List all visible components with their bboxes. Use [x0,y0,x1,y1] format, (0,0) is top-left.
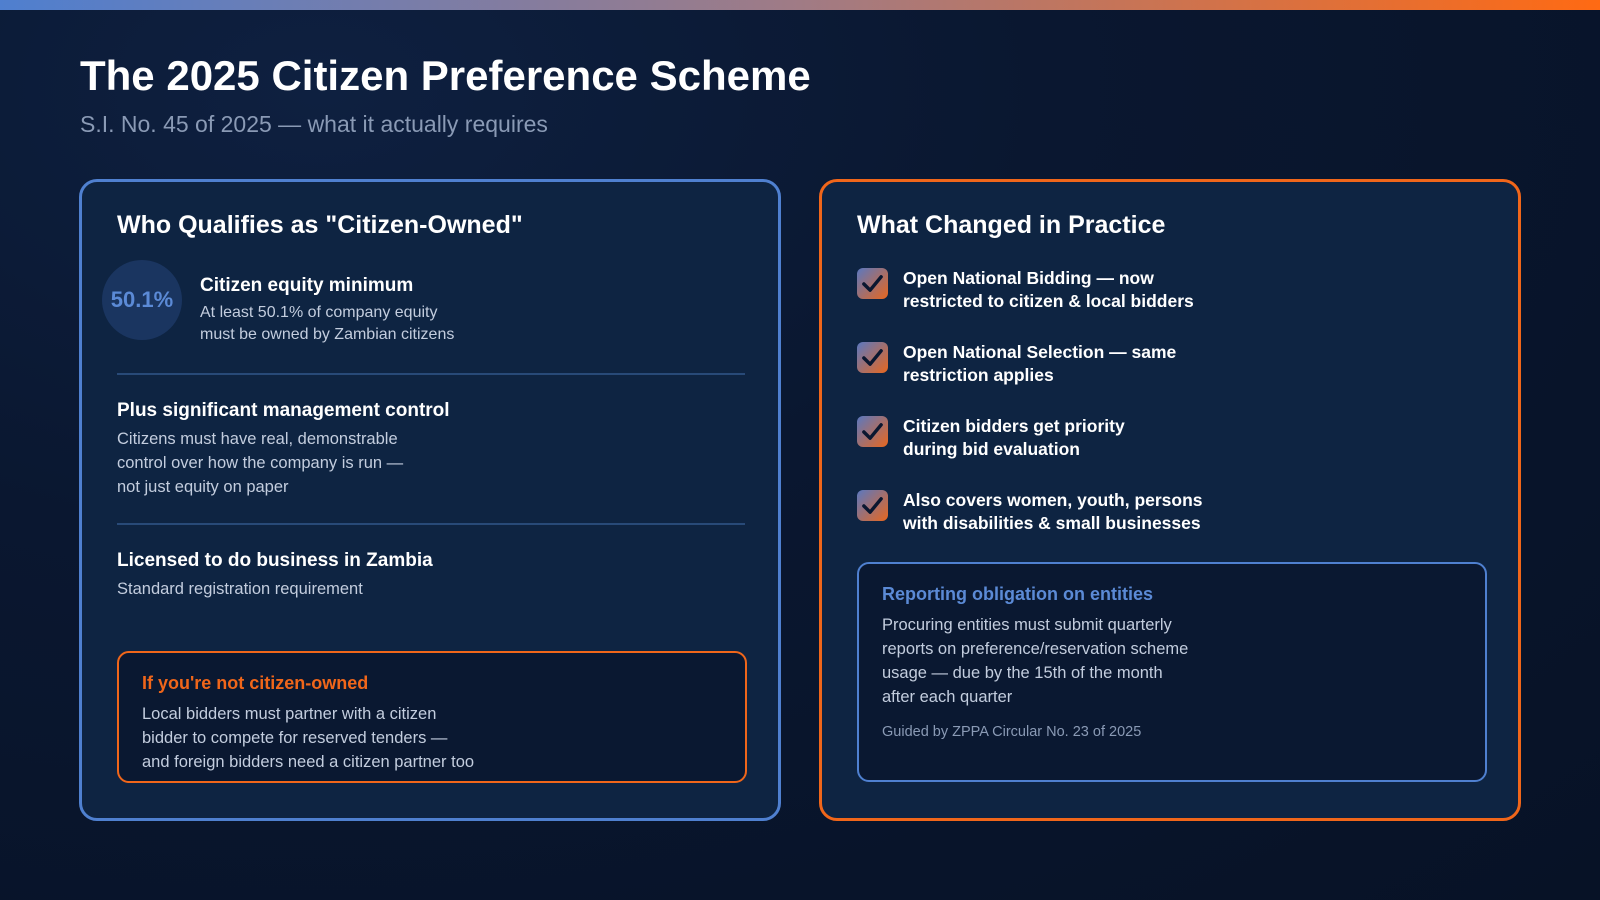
checkmark-icon [857,268,888,299]
checklist-item-text: Open National Bidding — now restricted to citizen & local bidders [903,268,1194,311]
checkmark-icon [857,342,888,373]
reporting-obligation-callout [857,562,1487,782]
checkmark-icon [857,490,888,521]
callout-note: Guided by ZPPA Circular No. 23 of 2025 [882,724,1142,740]
checklist-item-text: Citizen bidders get priority during bid evaluation [903,416,1125,459]
equity-badge [102,260,182,340]
page-header [80,52,811,138]
checklist-item-text: Also covers women, youth, persons with disabilities & small businesses [903,490,1203,533]
license-requirement [117,549,677,601]
equity-head: Citizen equity minimum [200,275,414,296]
callout-body: Procuring entities must submit quarterly reports on preference/reservation scheme usage — due by the 15th of the month after each quarter [882,616,1189,706]
checklist-item [857,267,1457,317]
page-subtitle: S.I. No. 45 of 2025 — what it actually requires [80,111,548,137]
checklist-item [857,489,1457,539]
equity-badge-value: 50.1% [110,287,174,312]
divider [117,373,745,375]
card-title-citizen-owned: Who Qualifies as "Citizen-Owned" [117,211,523,239]
management-desc: Citizens must have real, demonstrable control over how the company is run — not just equity on paper [117,430,404,496]
equity-desc: At least 50.1% of company equity must be owned by Zambian citizens [200,304,455,343]
management-requirement [117,399,677,499]
license-head: Licensed to do business in Zambia [117,550,433,571]
checklist-item-text: Open National Selection — same restriction applies [903,342,1177,385]
not-citizen-owned-callout [117,651,747,783]
card-title-what-changed: What Changed in Practice [857,211,1166,239]
checklist-item [857,415,1457,465]
page-title: The 2025 Citizen Preference Scheme [80,52,811,99]
license-desc: Standard registration requirement [117,580,363,598]
citizen-owned-card [79,179,781,821]
callout-body: Local bidders must partner with a citizen bidder to compete for reserved tenders — and foreign bidders need a citizen partner too [142,705,475,771]
equity-requirement [200,274,620,346]
management-head: Plus significant management control [117,400,450,421]
divider [117,523,745,525]
what-changed-card [819,179,1521,821]
callout-head: If you're not citizen-owned [142,673,369,693]
callout-head: Reporting obligation on entities [882,584,1153,604]
checklist-item [857,341,1457,391]
checkmark-icon [857,416,888,447]
top-accent-bar [0,0,1600,10]
